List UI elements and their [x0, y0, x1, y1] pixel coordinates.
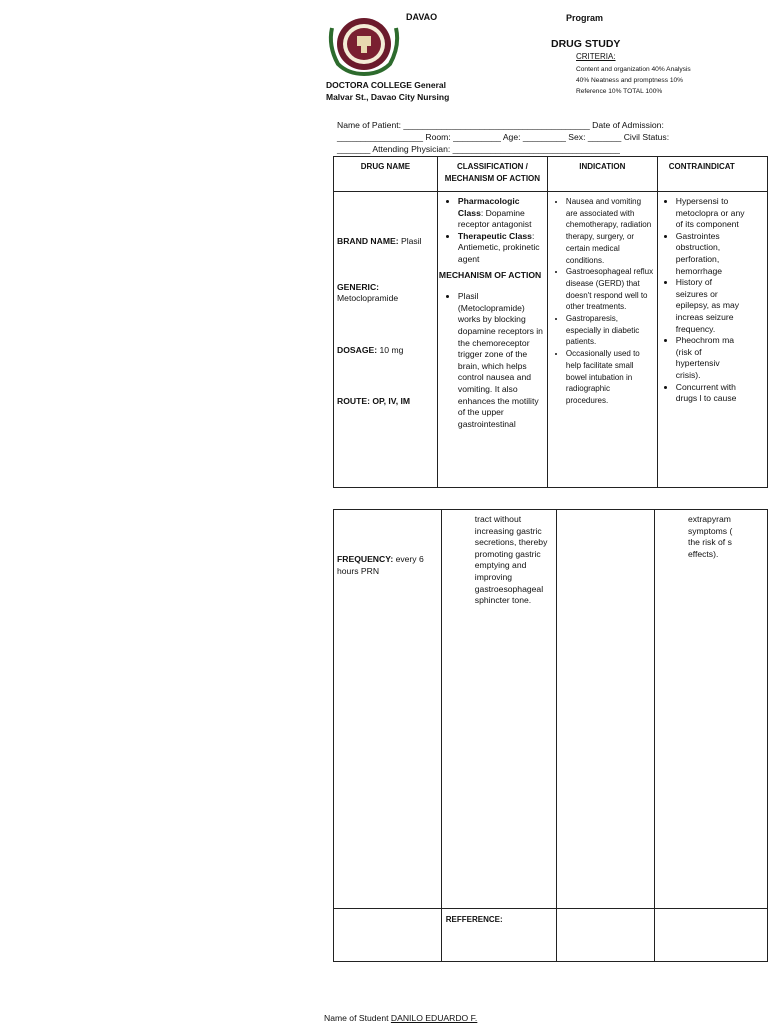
college-address: Malvar St., Davao City Nursing — [326, 92, 450, 102]
student-label: Name of Student — [324, 1013, 391, 1023]
header-davao: DAVAO — [406, 12, 438, 22]
reference-empty-cell-2 — [556, 909, 654, 962]
criteria-label: CRITERIA: — [576, 52, 616, 61]
college-seal-logo — [324, 10, 402, 78]
moa-heading: MECHANISM OF ACTION — [438, 269, 542, 280]
indication-continuation-cell — [556, 510, 654, 909]
page-title: DRUG STUDY — [551, 38, 621, 50]
generic-value: Metoclopramide — [337, 293, 399, 304]
contraindication-continuation: extrapyram symptoms ( the risk of s effects). — [687, 514, 733, 559]
generic-label: GENERIC: — [337, 281, 380, 292]
drug-study-table-page-1 — [333, 156, 768, 488]
drug-study-table-page-2 — [333, 509, 768, 962]
student-name: DANILO EDUARDO F. — [390, 1013, 478, 1023]
moa-text-part-2: tract without increasing gastric secretions, thereby promoting gastric emptying and improving gastroesophageal sphincter tone. — [474, 514, 548, 606]
reference-empty-cell — [334, 909, 442, 962]
criteria-line-2: 40% Neatness and promptness 10% — [576, 77, 684, 84]
classification-cell — [437, 192, 547, 488]
contraindication-item: • Concurrent with drugs l to cause — [676, 382, 746, 405]
contraindication-item: • Hypersensi to metoclopra or any of its component — [676, 196, 746, 231]
college-name: DOCTORA COLLEGE General — [326, 80, 446, 90]
col-header-drug-name: DRUG NAME — [334, 157, 438, 192]
header-program: Program — [566, 13, 604, 23]
frequency-cell — [334, 510, 442, 909]
contraindication-item: • History of seizures or epilepsy, as may increas seizure frequency. — [676, 277, 746, 335]
col-header-indication: INDICATION — [547, 157, 657, 192]
col-header-contraindication: CONTRAINDICAT — [657, 157, 767, 192]
indication-item: • Gastroparesis, especially in diabetic patients. — [566, 313, 654, 348]
student-name-line — [324, 1013, 477, 1023]
patient-info-line-3: _______ Attending Physician: ___________________________________ — [337, 144, 620, 154]
patient-info-line-2: __________________ Room: __________ Age: _________ Sex: _______ Civil Status: — [337, 132, 670, 142]
contraindication-cell — [657, 192, 767, 488]
frequency: FREQUENCY: every 6 hours PRN — [337, 554, 424, 576]
classification-list — [442, 196, 544, 266]
reference-label: REFFERENCE: — [445, 915, 503, 924]
reference-empty-cell-3 — [654, 909, 767, 962]
therapeutic-class: • Therapeutic Class: Antiemetic, prokinetic agent — [458, 231, 544, 266]
moa-text-part-1: • Plasil (Metoclopramide) works by blocking dopamine receptors in the chemoreceptor trigger zone of the brain, which helps control nausea and vomiting. It also enhances the motility of the upper gastrointestinal — [458, 291, 544, 430]
patient-info-line-1: Name of Patient: _______________________________________ Date of Admission: — [337, 120, 664, 130]
indication-item: • Gastroesophageal reflux disease (GERD) that doesn't respond well to other treatments. — [566, 266, 654, 313]
criteria-line-1: Content and organization 40% Analysis — [576, 66, 691, 73]
indication-item: • Occasionally used to help facilitate small bowel intubation in radiographic procedures. — [566, 348, 654, 407]
reference-cell — [441, 909, 556, 962]
pharmacologic-class: • Pharmacologic Class: Dopamine receptor antagonist — [458, 196, 544, 231]
route: ROUTE: OP, IV, IM — [337, 396, 411, 407]
contraindication-continuation-cell — [654, 510, 767, 909]
drug-name-cell — [334, 192, 438, 488]
brand-name: BRAND NAME: Plasil — [337, 236, 422, 246]
dosage: DOSAGE: 10 mg — [337, 344, 404, 355]
moa-continuation-cell — [441, 510, 556, 909]
criteria-line-3: Reference 10% TOTAL 100% — [576, 88, 663, 95]
contraindication-item: • Pheochrom ma (risk of hypertensiv crisis). — [676, 335, 746, 381]
col-header-classification: CLASSIFICATION / MECHANISM OF ACTION — [437, 157, 547, 192]
indication-cell — [547, 192, 657, 488]
contraindication-item: • Gastrointes obstruction, perforation, hemorrhage — [676, 231, 746, 277]
indication-item: • Nausea and vomiting are associated with chemotherapy, radiation therapy, surgery, or certain medical conditions. — [566, 196, 654, 266]
